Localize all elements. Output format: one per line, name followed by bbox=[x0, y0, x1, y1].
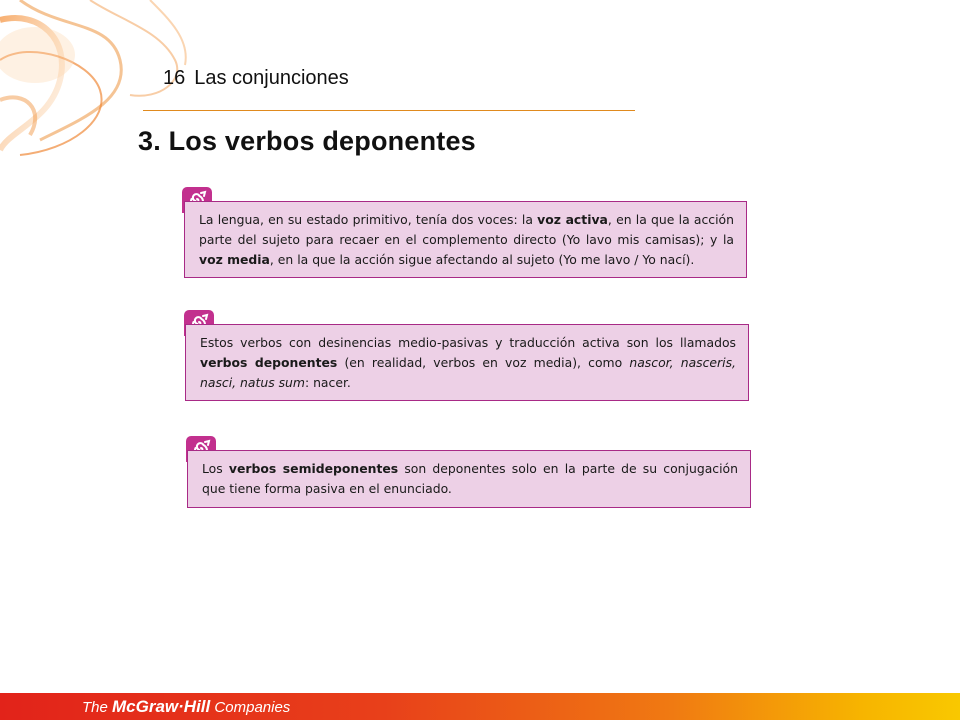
text-run: , en la que la acción sigue afectando al sujeto (Yo me lavo / Yo nací). bbox=[269, 252, 695, 267]
text-run: , en la que la acción parte del sujeto para recaer en el complemento directo (Yo lavo mis camisas); y la bbox=[199, 212, 734, 247]
info-box-3 bbox=[187, 450, 751, 508]
header-divider bbox=[143, 110, 635, 111]
bold-term: verbos deponentes bbox=[200, 355, 338, 370]
logo-prefix: The bbox=[82, 699, 113, 716]
box-text bbox=[199, 212, 734, 267]
footer-bar bbox=[0, 693, 960, 720]
publisher-logo bbox=[82, 697, 290, 717]
chapter-heading bbox=[163, 67, 349, 90]
info-box-1 bbox=[184, 201, 747, 278]
bold-term: voz media bbox=[199, 252, 270, 267]
bold-term: voz activa bbox=[537, 212, 608, 227]
text-run: La lengua, en su estado primitivo, tenía dos voces: la bbox=[199, 212, 538, 227]
box-text bbox=[200, 335, 736, 390]
text-run: Estos verbos con desinencias medio-pasivas y traducción activa son los llamados bbox=[200, 335, 736, 350]
bold-term: verbos semideponentes bbox=[228, 461, 399, 476]
logo-brand: McGraw·Hill bbox=[112, 697, 211, 716]
text-run: : nacer. bbox=[304, 375, 351, 390]
chapter-number: 16 bbox=[163, 67, 186, 89]
box-text bbox=[202, 461, 738, 496]
info-box-2 bbox=[185, 324, 749, 401]
italic-example: nascor, nasceris, nasci, natus sum bbox=[200, 355, 736, 390]
section-title: 3. Los verbos deponentes bbox=[138, 126, 476, 156]
logo-suffix: Companies bbox=[210, 699, 291, 716]
text-run: (en realidad, verbos en voz media), como bbox=[337, 355, 630, 370]
chapter-title: Las conjunciones bbox=[194, 67, 349, 89]
text-run: son deponentes solo en la parte de su conjugación que tiene forma pasiva en el enunciado. bbox=[202, 461, 738, 496]
text-run: Los bbox=[202, 461, 229, 476]
